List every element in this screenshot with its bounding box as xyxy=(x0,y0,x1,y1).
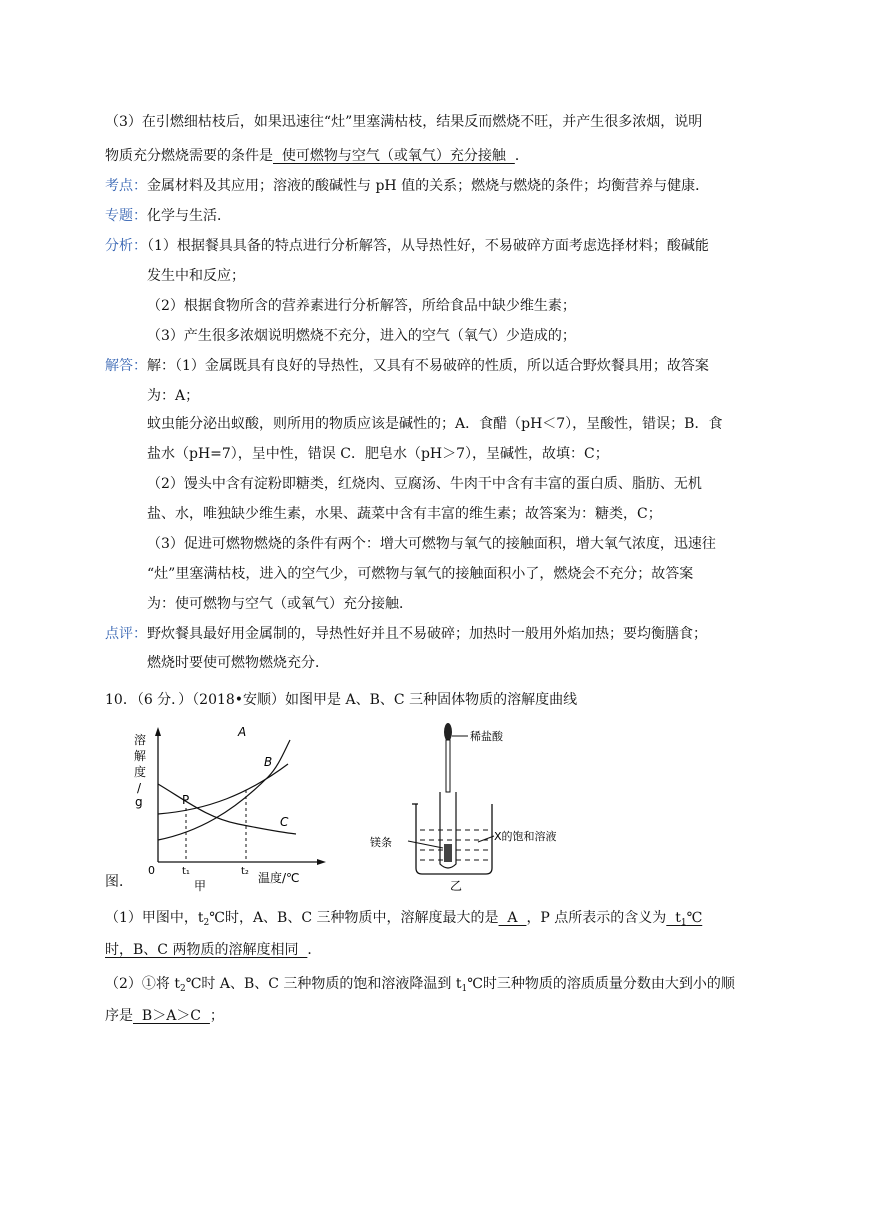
jieda-line1: 解：（1）金属既具有良好的导热性，又具有不易破碎的性质，所以适合野炊餐具用；故答案 xyxy=(147,358,709,374)
figure-jia-solubility-chart xyxy=(128,722,338,892)
q10-part2-line1 xyxy=(105,974,735,999)
q10-part2-line2 xyxy=(105,1006,224,1026)
p1-ans2-a: t xyxy=(666,910,681,926)
ylabel-char-1: 解 xyxy=(134,749,147,763)
q10-part1-line2 xyxy=(105,940,321,960)
fenxi-line4: （3）产生很多浓烟说明燃烧不充分，进入的空气（氧气）少造成的； xyxy=(147,328,576,344)
jieda-line8: “灶”里塞满枯枝，进入的空气少，可燃物与氧气的接触面积小了，燃烧会不充分；故答案 xyxy=(147,566,694,582)
q3-suffix: ． xyxy=(514,148,529,164)
dianping-line1: 野炊餐具最好用金属制的，导热性好并且不易破碎；加热时一般用外焰加热；要均衡膳食； xyxy=(147,626,707,642)
curve-c-label: C xyxy=(280,815,289,829)
magnesium-strip xyxy=(444,844,452,862)
fenxi-line1: （1）根据餐具具备的特点进行分析解答，从导热性好，不易破碎方面考虑选择材料；酸碱能 xyxy=(147,238,709,254)
xlabel: 温度/℃ xyxy=(258,871,300,885)
p2-end: ； xyxy=(209,1008,224,1024)
strip-label-leader xyxy=(408,841,443,848)
p1-answer2 xyxy=(666,910,702,926)
jieda-line5: （2）馒头中含有淀粉即糖类，红烧肉、豆腐汤、牛肉干中含有丰富的蛋白质、脂肪、无机 xyxy=(147,476,702,492)
p1-answer1: A xyxy=(498,910,527,926)
p2-text-a: （2）①将 t xyxy=(105,976,180,992)
q10-tu: 图． xyxy=(105,874,133,890)
jieda-line7: （3）促进可燃物燃烧的条件有两个：增大可燃物与氧气的接触面积，增大氧气浓度，迅速往 xyxy=(147,536,716,552)
solution-label: X的饱和溶液 xyxy=(494,830,557,843)
acid-label: 稀盐酸 xyxy=(470,730,503,743)
jieda-line4: 盐水（pH=7），呈中性，错误 C．肥皂水（pH＞7），呈碱性，故填：C； xyxy=(147,446,609,462)
kaodian-row xyxy=(105,176,709,196)
dropper-tube xyxy=(446,740,450,792)
jieda-label: 解答： xyxy=(105,358,147,374)
p2-answer: B＞A＞C xyxy=(133,1008,210,1024)
origin-label: 0 xyxy=(148,864,155,877)
p1-text-b: ℃时，A、B、C 三种物质中，溶解度最大的是 xyxy=(209,910,499,926)
fenxi-line2: 发生中和反应； xyxy=(147,268,245,284)
dropper-bulb xyxy=(444,723,452,741)
figure-yi-beaker-diagram xyxy=(368,718,578,893)
fenxi-row xyxy=(105,236,709,256)
zhuanti-row xyxy=(105,206,231,226)
dianping-row xyxy=(105,624,707,644)
p2-sub1: 1 xyxy=(461,984,468,994)
p1-line2-end: ． xyxy=(307,942,322,958)
p1-line2-answer: 时，B、C 两物质的溶解度相同 xyxy=(105,942,308,958)
beaker xyxy=(416,804,492,874)
t2-label: t₂ xyxy=(241,866,249,877)
fenxi-label: 分析： xyxy=(105,238,147,254)
strip-label: 镁条 xyxy=(370,836,392,849)
zhuanti-text: 化学与生活． xyxy=(147,208,231,224)
ylabel-char-4: g xyxy=(135,795,143,809)
curve-c xyxy=(158,784,296,834)
p2-line2-prefix: 序是 xyxy=(105,1008,133,1024)
q10-header: 10．（6 分．）（2018•安顺）如图甲是 A、B、C 三种固体物质的溶解度曲线 xyxy=(105,692,578,708)
q3-prefix: 物质充分燃烧需要的条件是 xyxy=(105,148,273,164)
p2-text-b: ℃时 A、B、C 三种物质的饱和溶液降温到 t xyxy=(185,976,462,992)
zhuanti-label: 专题： xyxy=(105,208,147,224)
q3-line1: （3）在引燃细枯枝后，如果迅速往“灶”里塞满枯枝，结果反而燃烧不旺，并产生很多浓烟，说明 xyxy=(105,114,703,130)
dianping-line2: 燃烧时要使可燃物燃烧充分． xyxy=(147,655,329,671)
p1-text-c: ，P 点所表示的含义为 xyxy=(526,910,667,926)
jieda-line9: 为：使可燃物与空气（或氧气）充分接触． xyxy=(147,596,413,612)
p2-text-c: ℃时三种物质的溶质质量分数由大到小的顺 xyxy=(467,976,735,992)
q3-answer: 使可燃物与空气（或氧气）充分接触 xyxy=(273,148,515,164)
jieda-line2: 为：A； xyxy=(147,388,200,404)
ylabel-char-0: 溶 xyxy=(134,733,147,747)
jieda-line3: 蚊虫能分泌出蚁酸，则所用的物质应该是碱性的；A．食醋（pH＜7），呈酸性，错误；B．食 xyxy=(147,416,723,432)
p1-sub2: 2 xyxy=(203,918,210,928)
t1-label: t₁ xyxy=(182,866,190,877)
p1-ans2-sub: 1 xyxy=(680,918,687,928)
q10-part1-line1 xyxy=(105,908,702,933)
jieda-row xyxy=(105,356,709,376)
y-axis-arrow xyxy=(155,727,161,736)
caption-jia: 甲 xyxy=(194,879,207,892)
jieda-line6: 盐、水，唯独缺少维生素，水果、蔬菜中含有丰富的维生素；故答案为：糖类，C； xyxy=(147,506,662,522)
kaodian-label: 考点： xyxy=(105,178,147,194)
p1-text-a: （1）甲图中，t xyxy=(105,910,204,926)
curve-b-label: B xyxy=(264,755,273,769)
caption-yi: 乙 xyxy=(450,879,463,893)
ylabel-char-3: / xyxy=(137,781,142,795)
kaodian-text: 金属材料及其应用；溶液的酸碱性与 pH 值的关系；燃烧与燃烧的条件；均衡营养与健康． xyxy=(147,178,710,194)
p2-sub2: 2 xyxy=(179,984,186,994)
q3-line2 xyxy=(105,146,529,166)
dianping-label: 点评： xyxy=(105,626,147,642)
x-axis-arrow xyxy=(317,859,326,865)
curve-a-label: A xyxy=(238,725,247,739)
point-p-label: P xyxy=(182,793,190,807)
p1-ans2-b: ℃ xyxy=(686,910,703,926)
ylabel-char-2: 度 xyxy=(134,765,147,779)
fenxi-line3: （2）根据食物所含的营养素进行分析解答，所给食品中缺少维生素； xyxy=(147,298,576,314)
curve-b xyxy=(158,764,288,814)
